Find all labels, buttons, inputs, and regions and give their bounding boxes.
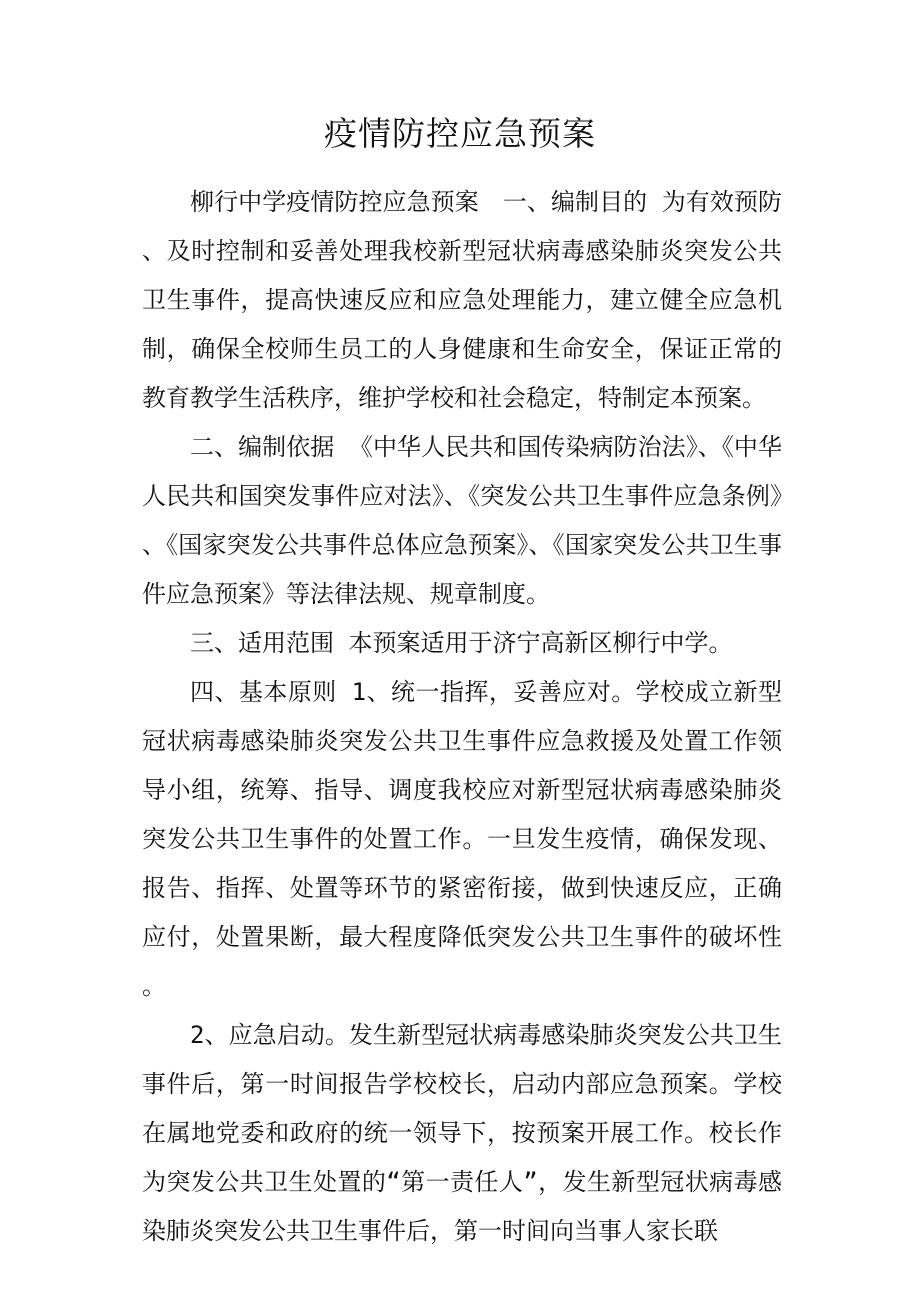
paragraph-principles: 四、基本原则 1、统一指挥，妥善应对。学校成立新型冠状病毒感染肺炎突发公共卫生事件应急救援及处置工作领导小组，统筹、指导、调度我校应对新型冠状病毒感染肺炎突发公共卫生事件的处置工作。一旦发生疫情，确保发现、报告、指挥、处置等环节的紧密衔接，做到快速反应，正确应付，处置果断，最大程度降低突发公共卫生事件的破坏性。 bbox=[142, 678, 782, 1000]
paragraph-purpose: 柳行中学疫情防控应急预案 一、编制目的 为有效预防、及时控制和妥善处理我校新型冠状病毒感染肺炎突发公共卫生事件，提高快速反应和应急处理能力，建立健全应急机制，确保全校师生员工的人身健康和生命安全，保证正常的教育教学生活秩序，维护学校和社会稳定，特制定本预案。 bbox=[142, 188, 782, 412]
paragraph-scope: 三、适用范围 本预案适用于济宁高新区柳行中学。 bbox=[190, 629, 733, 657]
document-body bbox=[142, 178, 782, 1256]
document-title: 疫情防控应急预案 bbox=[324, 114, 596, 153]
paragraph-basis: 二、编制依据 《中华人民共和国传染病防治法》、《中华人民共和国突发事件应对法》、《突发公共卫生事件应急条例》、《国家突发公共事件总体应急预案》、《国家突发公共卫生事件应急预案》等法律法规、规章制度。 bbox=[142, 433, 782, 608]
paragraph-emergency-start: 2、应急启动。发生新型冠状病毒感染肺炎突发公共卫生事件后，第一时间报告学校校长，启动内部应急预案。学校在属地党委和政府的统一领导下，按预案开展工作。校长作为突发公共卫生处置的“第一责任人”，发生新型冠状病毒感染肺炎突发公共卫生事件后，第一时间向当事人家长联 bbox=[142, 1021, 782, 1245]
